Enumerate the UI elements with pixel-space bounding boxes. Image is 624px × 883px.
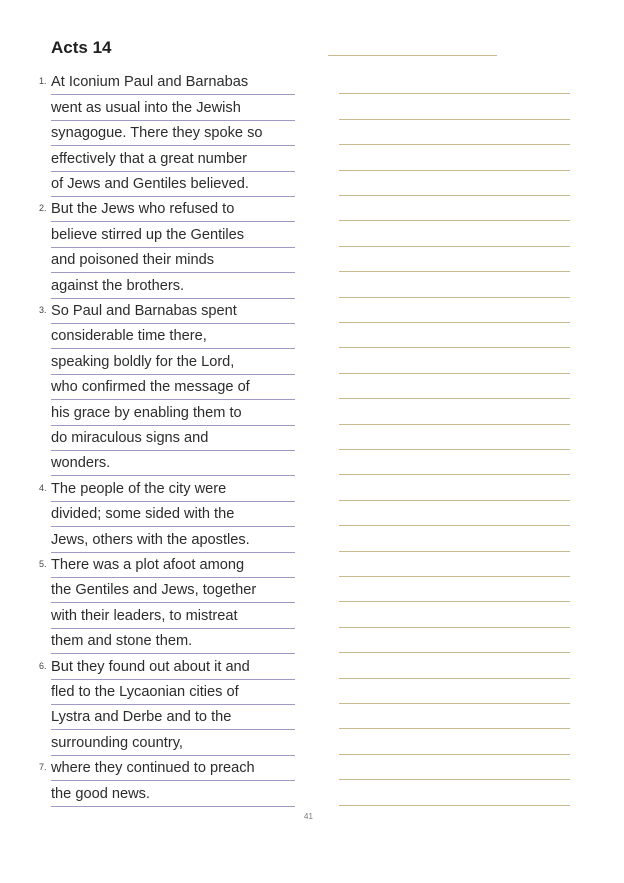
verse-number: 7. bbox=[39, 762, 47, 773]
writing-line[interactable] bbox=[339, 703, 570, 704]
verse-line-text: effectively that a great number bbox=[51, 150, 248, 167]
verse-line-text: the Gentiles and Jews, together bbox=[51, 582, 257, 599]
verse-number: 3. bbox=[39, 304, 47, 315]
verse-line bbox=[51, 526, 295, 552]
verse-line-text: against the brothers. bbox=[51, 277, 185, 294]
page-number: 41 bbox=[304, 812, 313, 821]
verse-line bbox=[51, 221, 295, 247]
verse-number: 2. bbox=[39, 203, 47, 214]
writing-line[interactable] bbox=[339, 93, 570, 94]
writing-line[interactable] bbox=[339, 525, 570, 526]
writing-line[interactable] bbox=[339, 347, 570, 348]
verse-line-text: fled to the Lycaonian cities of bbox=[51, 683, 239, 700]
verse-line bbox=[51, 425, 295, 451]
verse-line-text: synagogue. There they spoke so bbox=[51, 125, 263, 142]
verse-line-text: who confirmed the message of bbox=[51, 379, 250, 396]
verse-line-text: The people of the city were bbox=[51, 480, 227, 497]
writing-line[interactable] bbox=[339, 398, 570, 399]
verse-line-text: them and stone them. bbox=[51, 633, 193, 650]
verse-line bbox=[51, 501, 295, 527]
verse-line-text: But they found out about it and bbox=[51, 658, 250, 675]
verse-line bbox=[51, 704, 295, 730]
verse-line bbox=[39, 298, 295, 324]
verse-line-text: the good news. bbox=[51, 785, 150, 802]
writing-line[interactable] bbox=[339, 195, 570, 196]
verse-line bbox=[51, 171, 295, 197]
writing-line[interactable] bbox=[339, 170, 570, 171]
writing-line[interactable] bbox=[339, 805, 570, 806]
writing-line[interactable] bbox=[339, 322, 570, 323]
writing-line[interactable] bbox=[339, 474, 570, 475]
verse-line bbox=[51, 120, 295, 146]
verse-line-text: But the Jews who refused to bbox=[51, 201, 235, 218]
verse-line bbox=[51, 145, 295, 171]
verse-line-text: Jews, others with the apostles. bbox=[51, 531, 250, 548]
verse-line-text: surrounding country, bbox=[51, 734, 183, 751]
verse-line-text: Lystra and Derbe and to the bbox=[51, 709, 232, 726]
writing-line[interactable] bbox=[339, 246, 570, 247]
page-title: Acts 14 bbox=[51, 38, 112, 57]
verse-line bbox=[51, 272, 295, 298]
writing-line[interactable] bbox=[339, 754, 570, 755]
verse-line-text: believe stirred up the Gentiles bbox=[51, 226, 245, 243]
writing-line[interactable] bbox=[339, 220, 570, 221]
verse-line bbox=[51, 679, 295, 705]
verse-line bbox=[39, 755, 295, 781]
verse-line bbox=[51, 374, 295, 400]
verse-line bbox=[39, 653, 295, 679]
writing-line[interactable] bbox=[339, 424, 570, 425]
verse-line-text: There was a plot afoot among bbox=[51, 556, 245, 573]
writing-line[interactable] bbox=[339, 373, 570, 374]
verse-number: 6. bbox=[39, 660, 47, 671]
writing-line[interactable] bbox=[339, 678, 570, 679]
verse-line-text: his grace by enabling them to bbox=[51, 404, 242, 421]
verse-line-text: with their leaders, to mistreat bbox=[51, 607, 238, 624]
writing-line[interactable] bbox=[339, 551, 570, 552]
verse-line-text: considerable time there, bbox=[51, 328, 207, 345]
verse-line bbox=[39, 69, 295, 95]
verse-line-text: So Paul and Barnabas spent bbox=[51, 302, 237, 319]
verse-line bbox=[51, 94, 295, 120]
verse-line bbox=[51, 399, 295, 425]
verse-line-text: divided; some sided with the bbox=[51, 506, 235, 523]
writing-line[interactable] bbox=[339, 144, 570, 145]
verse-line bbox=[51, 780, 295, 806]
writing-line[interactable] bbox=[339, 627, 570, 628]
writing-line[interactable] bbox=[339, 779, 570, 780]
verse-line bbox=[39, 196, 295, 222]
verse-number: 5. bbox=[39, 558, 47, 569]
verse-line-text: where they continued to preach bbox=[51, 760, 255, 777]
verse-line-text: and poisoned their minds bbox=[51, 252, 215, 269]
writing-line[interactable] bbox=[339, 500, 570, 501]
verse-line bbox=[51, 247, 295, 273]
verse-line bbox=[51, 348, 295, 374]
writing-line[interactable] bbox=[339, 576, 570, 577]
verse-line-text: went as usual into the Jewish bbox=[51, 99, 241, 116]
writing-line[interactable] bbox=[339, 119, 570, 120]
verse-number: 1. bbox=[39, 76, 47, 87]
verse-line-text: of Jews and Gentiles believed. bbox=[51, 175, 249, 192]
verse-line bbox=[51, 729, 295, 755]
verse-line-text: speaking boldly for the Lord, bbox=[51, 353, 235, 370]
verse-line-text: do miraculous signs and bbox=[51, 429, 209, 446]
writing-line[interactable] bbox=[339, 652, 570, 653]
verse-line bbox=[51, 577, 295, 603]
verse-line bbox=[51, 450, 295, 476]
verse-line-text: wonders. bbox=[51, 455, 111, 472]
verse-number: 4. bbox=[39, 482, 47, 493]
verse-line-text: At Iconium Paul and Barnabas bbox=[51, 74, 249, 91]
writing-line[interactable] bbox=[339, 601, 570, 602]
writing-line[interactable] bbox=[339, 449, 570, 450]
writing-line[interactable] bbox=[339, 271, 570, 272]
verse-line bbox=[51, 628, 295, 654]
name-write-line[interactable] bbox=[328, 55, 497, 56]
writing-line[interactable] bbox=[339, 728, 570, 729]
verse-line bbox=[51, 602, 295, 628]
writing-line[interactable] bbox=[339, 297, 570, 298]
verse-line bbox=[39, 475, 295, 501]
verse-line bbox=[51, 323, 295, 349]
verse-line bbox=[39, 552, 295, 578]
